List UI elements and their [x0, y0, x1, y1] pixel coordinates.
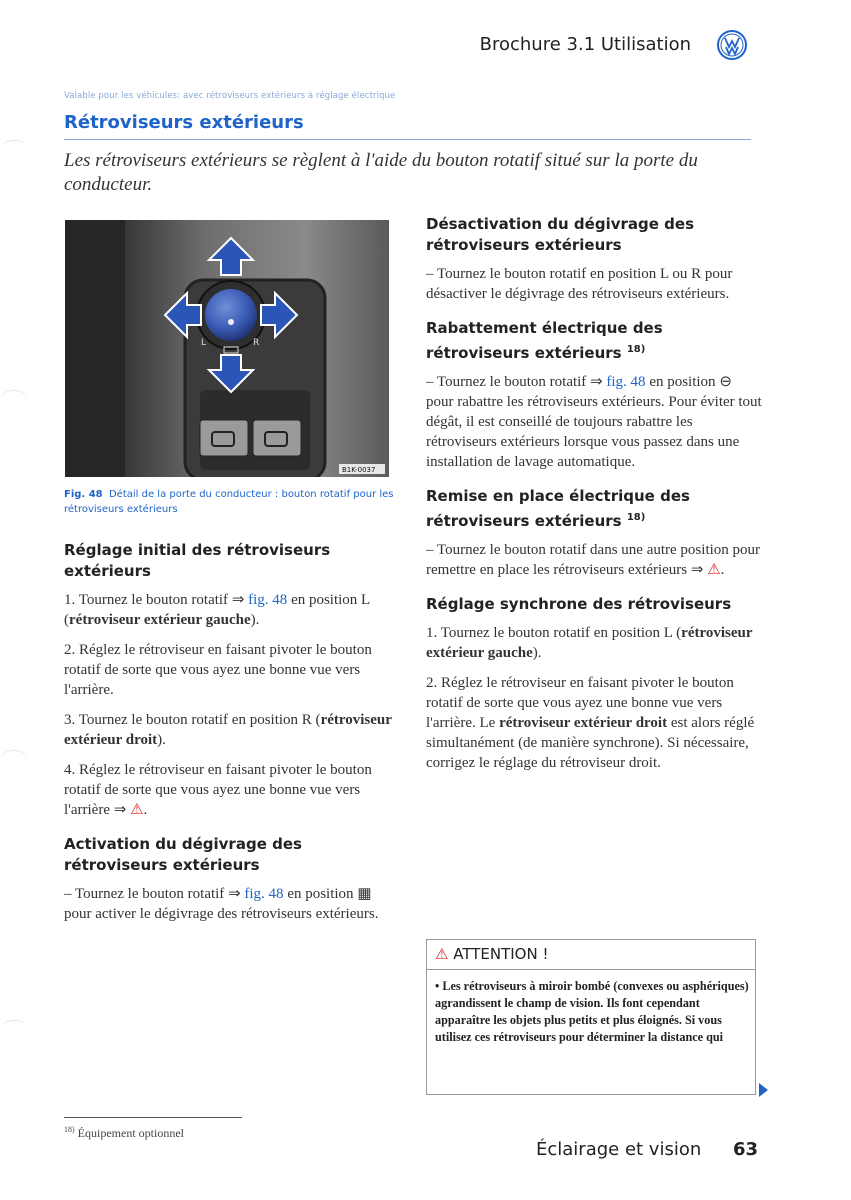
section-fold [426, 318, 762, 472]
fig-link[interactable]: fig. 48 [248, 592, 288, 608]
heading-fold: Rabattement électrique des rétroviseurs extérieurs $^{18)}$ [426, 319, 663, 362]
left-column [64, 540, 400, 938]
step-1: 1. Tournez le bouton rotatif ⇒ fig. 48 en position L (rétroviseur extérieur gauche). [64, 592, 370, 628]
heading-unfold: Remise en place électrique des rétroviseurs extérieurs $^{18)}$ [426, 487, 690, 530]
knob-label-r: R [253, 338, 260, 348]
vw-logo-icon [717, 30, 747, 60]
warning-triangle-icon[interactable]: ⚠ [130, 802, 144, 818]
fold-symbol-icon: ⊖ [719, 374, 732, 390]
unfold-text: – Tournez le bouton rotatif dans une autre position pour remettre en place les rétroviseurs extérieurs ⇒ ⚠. [426, 542, 761, 578]
page-number: 63 [733, 1139, 759, 1160]
section-title: Rétroviseurs extérieurs [64, 112, 304, 133]
step-2: 2. Réglez le rétroviseur en faisant pivoter le bouton rotatif de sorte que vous ayez une bonne vue vers l'arrière. [64, 642, 372, 698]
figure-caption-number: Fig. 48 [64, 489, 103, 500]
warning-header [427, 940, 755, 970]
defrost-off-text: – Tournez le bouton rotatif en position L ou R pour désactiver le dégivrage des rétroviseurs extérieurs. [426, 266, 733, 302]
heading-sync: Réglage synchrone des rétroviseurs [426, 595, 732, 613]
fig-link[interactable]: fig. 48 [244, 886, 284, 902]
defrost-symbol-icon: ▦ [357, 886, 372, 902]
section-rule [64, 139, 751, 140]
warning-triangle-icon: ⚠ [435, 945, 449, 963]
footer-chapter-title: Éclairage et vision [536, 1139, 702, 1160]
section-unfold [426, 486, 762, 580]
intro-paragraph: Les rétroviseurs extérieurs se règlent à l'aide du bouton rotatif situé sur la porte du conducteur. [64, 150, 698, 195]
margin-mark [0, 140, 28, 159]
validity-note: Valable pour les véhicules: avec rétroviseurs extérieurs à réglage électrique [64, 91, 396, 101]
section-sync [426, 594, 762, 773]
running-header-title: Brochure 3.1 Utilisation [479, 34, 691, 55]
warning-box [426, 939, 756, 1095]
section-defrost-on [64, 834, 400, 924]
fig-link[interactable]: fig. 48 [606, 374, 646, 390]
figure-door-knob [65, 220, 389, 477]
right-column [426, 214, 762, 787]
margin-mark [0, 750, 28, 769]
margin-mark [0, 1020, 28, 1039]
heading-initial-adjustment: Réglage initial des rétroviseurs extérieurs [64, 541, 331, 580]
margin-mark [0, 390, 28, 409]
footnote-rule [64, 1117, 242, 1118]
footnote: $^{18)}$ Équipement optionnel [64, 1125, 184, 1140]
heading-defrost-on: Activation du dégivrage des rétroviseurs extérieurs [64, 835, 302, 874]
heading-defrost-off: Désactivation du dégivrage des rétroviseurs extérieurs [426, 215, 694, 254]
step-4: 4. Réglez le rétroviseur en faisant pivoter le bouton rotatif de sorte que vous ayez une bonne vue vers l'arrière ⇒ ⚠. [64, 762, 372, 818]
fold-text: – Tournez le bouton rotatif ⇒ fig. 48 en position ⊖ pour rabattre les rétroviseurs extérieurs. Pour éviter tout dégât, il est conseillé de toujours rabattre les rétroviseurs extérieurs lorsque vous passez dans une installation de lavage automatique. [426, 374, 762, 470]
figure-caption-text: Détail de la porte du conducteur : bouton rotatif pour les rétroviseurs extérieurs [64, 489, 394, 515]
sync-step-1: 1. Tournez le bouton rotatif en position L (rétroviseur extérieur gauche). [426, 625, 753, 661]
door-panel-illustration [65, 220, 389, 477]
sync-step-2: 2. Réglez le rétroviseur en faisant pivoter le bouton rotatif de sorte que vous ayez une bonne vue vers l'arrière. Le rétroviseur extérieur droit est alors réglé simultanément (de manière synchrone). Si nécessaire, corrigez le réglage du rétroviseur droit. [426, 675, 755, 771]
knob-label-l: L [201, 338, 207, 348]
step-3: 3. Tournez le bouton rotatif en position R (rétroviseur extérieur droit). [64, 712, 392, 748]
section-defrost-off [426, 214, 762, 304]
defrost-on-text: – Tournez le bouton rotatif ⇒ fig. 48 en position ▦ pour activer le dégivrage des rétroviseurs extérieurs. [64, 886, 379, 922]
warning-title: ATTENTION ! [453, 945, 549, 963]
continue-arrow-icon[interactable] [759, 1083, 768, 1097]
warning-text: • Les rétroviseurs à miroir bombé (convexes ou asphériques) agrandissent le champ de vision. Ils font cependant apparaître les objets plus petits et plus éloignés. Si vous utilisez ces rétroviseurs pour déterminer la distance qui [435, 979, 749, 1044]
figure-caption [64, 487, 394, 517]
warning-triangle-icon[interactable]: ⚠ [707, 562, 721, 578]
section-initial-adjustment [64, 540, 400, 820]
figure-code: B1K-0037 [342, 466, 376, 474]
